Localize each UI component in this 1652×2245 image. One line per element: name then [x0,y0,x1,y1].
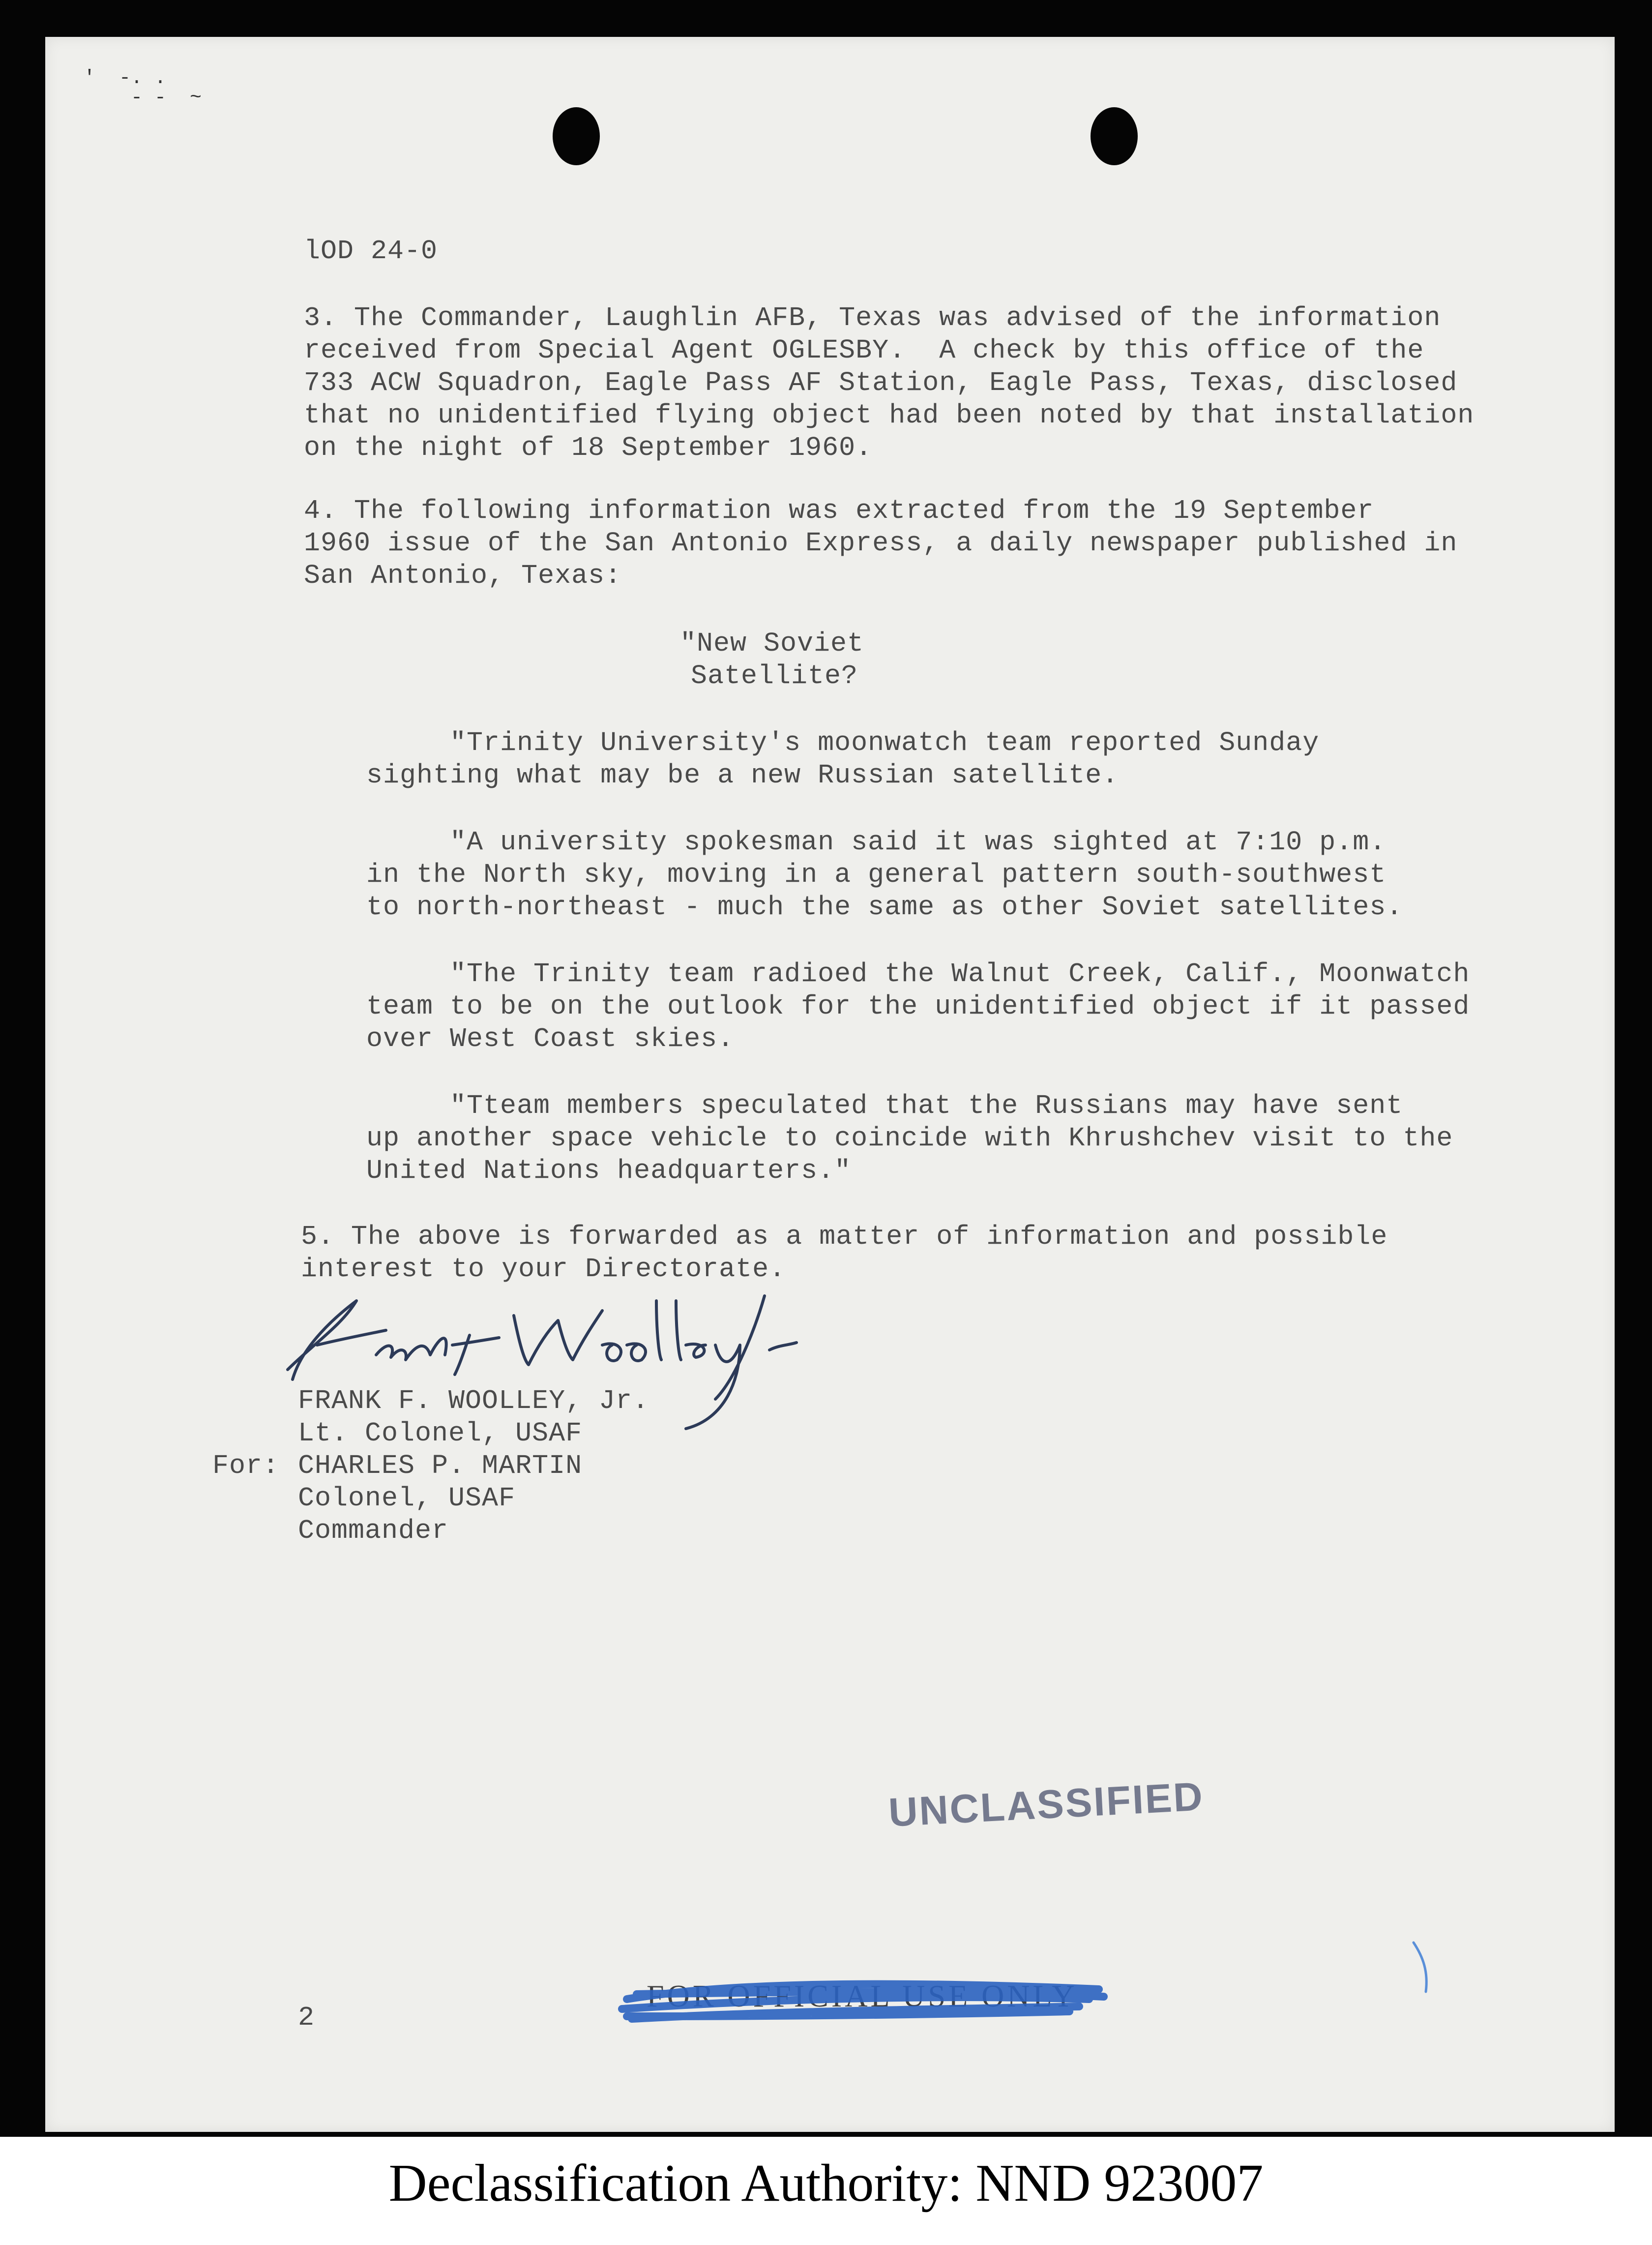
ink-strikethrough [617,1970,1114,2034]
ink-tick-mark [1406,1938,1436,1997]
for-rank: Colonel, USAF [298,1483,516,1514]
fouo-marking: FOR OFFICIAL USE ONLY [647,1978,1078,2013]
for-role: Commander [298,1515,449,1546]
punch-hole-right [1091,107,1138,165]
signer-name: FRANK F. WOOLLEY, Jr. [298,1385,649,1416]
margin-marks: ' -. . - - ~ [84,67,202,109]
unclassified-stamp: UNCLASSIFIED [887,1774,1205,1835]
file-reference: lOD 24-0 [304,236,438,267]
punch-hole-left [553,107,600,165]
signer-title: Lt. Colonel, USAF [298,1418,583,1449]
declassification-footer: Declassification Authority: NND 923007 [388,2154,1264,2213]
for-name: CHARLES P. MARTIN [298,1450,583,1481]
for-label: For: [212,1450,280,1481]
page-number: 2 [298,2002,315,2033]
